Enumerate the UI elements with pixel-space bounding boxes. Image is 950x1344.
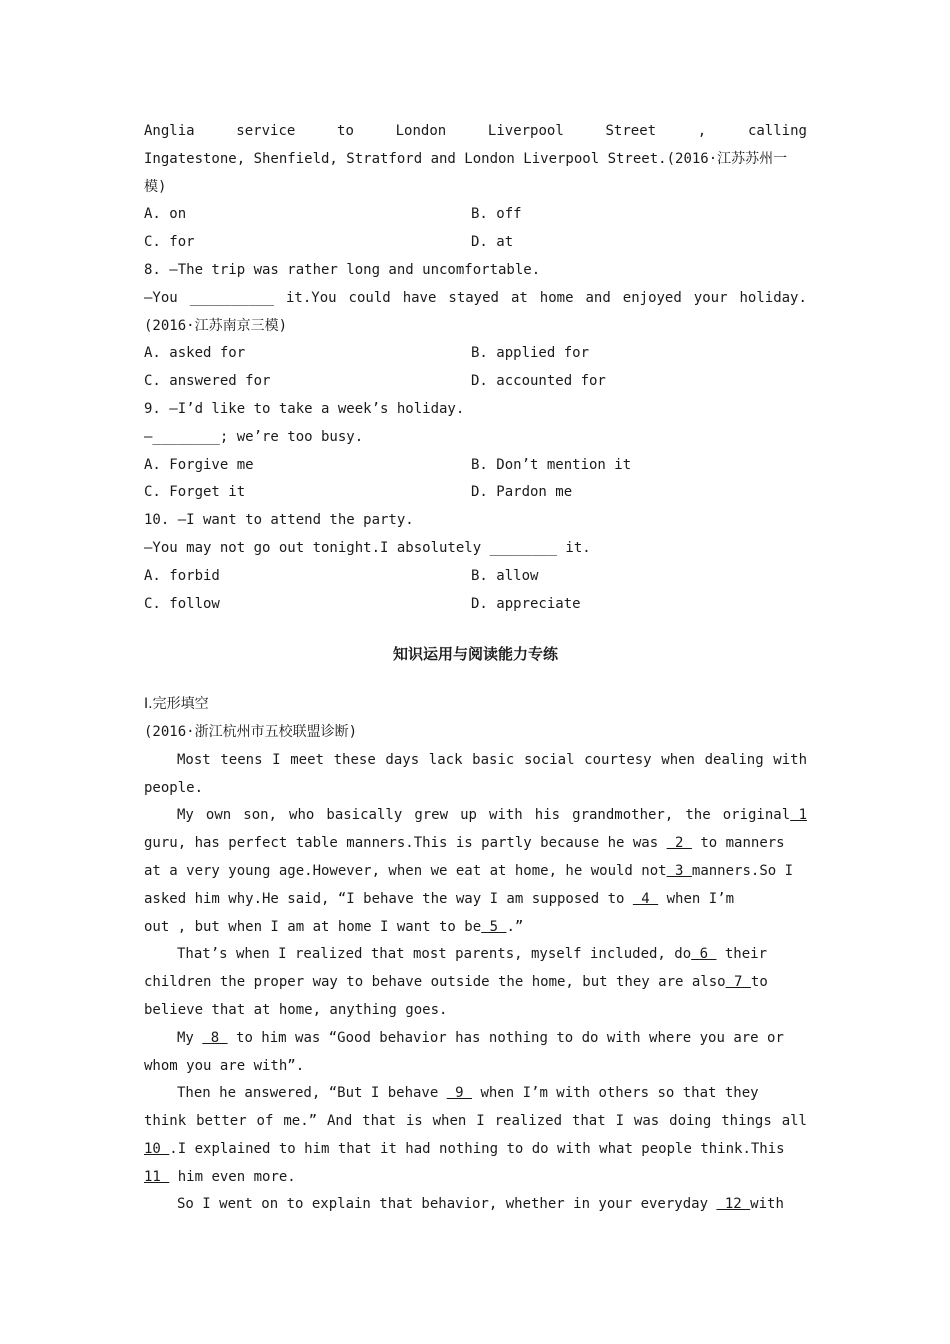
cloze-p3-line-2 bbox=[144, 969, 807, 997]
section-title: 知识运用与阅读能力专练 bbox=[392, 645, 558, 664]
blank-7: 7 bbox=[725, 974, 751, 991]
cloze-text: with bbox=[750, 1196, 784, 1213]
q10-option-a: A. forbid bbox=[144, 567, 220, 584]
cloze-source: (2016·浙江杭州市五校联盟诊断) bbox=[144, 723, 358, 740]
blank-8: 8 bbox=[202, 1029, 228, 1046]
q10-stem: 10. —I want to attend the party. bbox=[144, 512, 414, 529]
cloze-text: to manners bbox=[691, 835, 785, 852]
q8-blank: __________ bbox=[189, 289, 274, 306]
q8-word: your bbox=[693, 289, 728, 306]
q8-word: holiday. bbox=[739, 289, 807, 306]
q7-line-3: 模) bbox=[144, 178, 167, 195]
cloze-text: guru, has perfect table manners.This is partly because he was bbox=[144, 835, 667, 852]
q10-options-row-2 bbox=[144, 591, 807, 619]
cloze-text: Then he answered, “But I behave bbox=[177, 1085, 447, 1102]
q7-line-2: Ingatestone, Shenfield, Stratford and London Liverpool Street.(2016·江苏苏州一 bbox=[144, 150, 788, 167]
q10-option-d: D. appreciate bbox=[471, 595, 581, 612]
q9-option-b: B. Don’t mention it bbox=[471, 456, 632, 473]
q7-word: , bbox=[697, 123, 707, 139]
q7-word: Street bbox=[605, 123, 657, 139]
q10-line-2: —You may not go out tonight.I absolutely ________ it. bbox=[144, 539, 591, 556]
q10-option-b: B. allow bbox=[471, 567, 539, 584]
cloze-p5-line-4 bbox=[144, 1164, 807, 1192]
cloze-text: So I went on to explain that behavior, whether in your everyday bbox=[177, 1196, 717, 1213]
q9-option-d: D. Pardon me bbox=[471, 484, 573, 501]
q7-options-row-1 bbox=[144, 201, 807, 229]
cloze-p2-line-4 bbox=[144, 886, 807, 914]
blank-4: 4 bbox=[632, 890, 659, 907]
blank-3: 3 bbox=[666, 862, 692, 879]
q8-options-row-2 bbox=[144, 368, 807, 396]
q8-option-c: C. answered for bbox=[144, 373, 271, 390]
cloze-text: to him was “Good behavior has nothing to do with where you are or bbox=[227, 1029, 784, 1046]
cloze-text: to bbox=[750, 974, 768, 991]
cloze-text: when I’m bbox=[658, 890, 735, 907]
q8-word: —You bbox=[144, 289, 178, 306]
blank-6: 6 bbox=[691, 946, 717, 963]
cloze-p5-line-3 bbox=[144, 1136, 807, 1164]
cloze-text: children the proper way to behave outside the home, but they are also bbox=[144, 974, 726, 991]
blank-2: 2 bbox=[666, 835, 692, 852]
q9-options-row-1 bbox=[144, 452, 807, 480]
cloze-p6-line-1 bbox=[144, 1191, 807, 1219]
cloze-p1-line-2: people. bbox=[144, 779, 204, 796]
cloze-label: Ⅰ.完形填空 bbox=[144, 696, 209, 713]
cloze-text: My bbox=[177, 1029, 203, 1046]
q7-word: calling bbox=[747, 123, 807, 139]
q7-word: Anglia bbox=[144, 123, 195, 139]
q8-word: stayed bbox=[448, 289, 499, 306]
blank-1: 1 bbox=[790, 807, 807, 824]
cloze-p2-line-2 bbox=[144, 830, 807, 858]
q8-stem: 8. —The trip was rather long and uncomfortable. bbox=[144, 261, 541, 278]
q9-line-2: —________; we’re too busy. bbox=[144, 428, 364, 445]
q8-word: enjoyed bbox=[622, 289, 682, 306]
cloze-p2-line-1 bbox=[144, 802, 807, 830]
q8-line-2 bbox=[144, 285, 807, 313]
cloze-p4-line-2: whom you are with”. bbox=[144, 1057, 305, 1074]
cloze-text: asked him why.He said, “I behave the way I am supposed to bbox=[144, 890, 633, 907]
q8-word: home bbox=[539, 289, 574, 306]
cloze-text: .I explained to him that it had nothing to do with what people think.This bbox=[169, 1140, 785, 1157]
blank-9: 9 bbox=[446, 1085, 473, 1102]
cloze-p3-line-1 bbox=[144, 941, 807, 969]
q7-word: to bbox=[337, 123, 354, 139]
q7-option-c: C. for bbox=[144, 234, 195, 251]
blank-12: 12 bbox=[716, 1196, 751, 1213]
cloze-text: at a very young age.However, when we eat at home, he would not bbox=[144, 862, 667, 879]
cloze-p4-line-1 bbox=[144, 1025, 807, 1053]
q7-option-d: D. at bbox=[471, 234, 514, 251]
cloze-text: .” bbox=[506, 918, 524, 935]
cloze-p3-line-3: believe that at home, anything goes. bbox=[144, 1001, 448, 1018]
q9-options-row-2 bbox=[144, 479, 807, 507]
cloze-p2-line-3 bbox=[144, 858, 807, 886]
cloze-text: out , but when I am at home I want to be bbox=[144, 918, 482, 935]
q10-options-row-1 bbox=[144, 563, 807, 591]
blank-10: 10 bbox=[144, 1140, 170, 1157]
q8-word: have bbox=[402, 289, 437, 306]
q8-option-a: A. asked for bbox=[144, 345, 246, 362]
cloze-text: manners.So I bbox=[691, 862, 794, 879]
q8-line-3: (2016·江苏南京三模) bbox=[144, 317, 288, 334]
cloze-p5-line-1 bbox=[144, 1080, 807, 1108]
cloze-text: him even more. bbox=[169, 1168, 296, 1185]
q8-options-row-1 bbox=[144, 340, 807, 368]
q7-option-a: A. on bbox=[144, 206, 187, 223]
q9-option-c: C. Forget it bbox=[144, 484, 246, 501]
q7-word: Liverpool bbox=[487, 123, 564, 139]
q7-option-b: B. off bbox=[471, 206, 522, 223]
q10-option-c: C. follow bbox=[144, 595, 220, 612]
cloze-text: My own son, who basically grew up with his grandmother, the original bbox=[177, 807, 791, 824]
q7-word: service bbox=[236, 123, 296, 139]
q8-option-b: B. applied for bbox=[471, 345, 590, 362]
q8-word: and bbox=[585, 289, 611, 306]
cloze-p5-line-2: think better of me.” And that is when I realized that I was doing things all bbox=[144, 1113, 807, 1130]
cloze-text: when I’m with others so that they bbox=[472, 1085, 759, 1102]
q8-word: it.You bbox=[285, 289, 337, 306]
q7-options-row-2 bbox=[144, 229, 807, 257]
cloze-p2-line-5 bbox=[144, 914, 807, 942]
blank-11: 11 bbox=[144, 1168, 170, 1185]
blank-5: 5 bbox=[481, 918, 507, 935]
cloze-p1-line-1: Most teens I meet these days lack basic social courtesy when dealing with bbox=[177, 751, 807, 768]
q8-word: at bbox=[510, 289, 528, 306]
q8-option-d: D. accounted for bbox=[471, 373, 606, 390]
q9-stem: 9. —I’d like to take a week’s holiday. bbox=[144, 400, 465, 417]
cloze-text: That’s when I realized that most parents, myself included, do bbox=[177, 946, 692, 963]
cloze-text: their bbox=[716, 946, 768, 963]
q7-word: London bbox=[395, 123, 447, 139]
document-page bbox=[144, 118, 807, 1219]
q7-line-1 bbox=[144, 118, 807, 146]
q8-word: could bbox=[348, 289, 391, 306]
q9-option-a: A. Forgive me bbox=[144, 456, 254, 473]
